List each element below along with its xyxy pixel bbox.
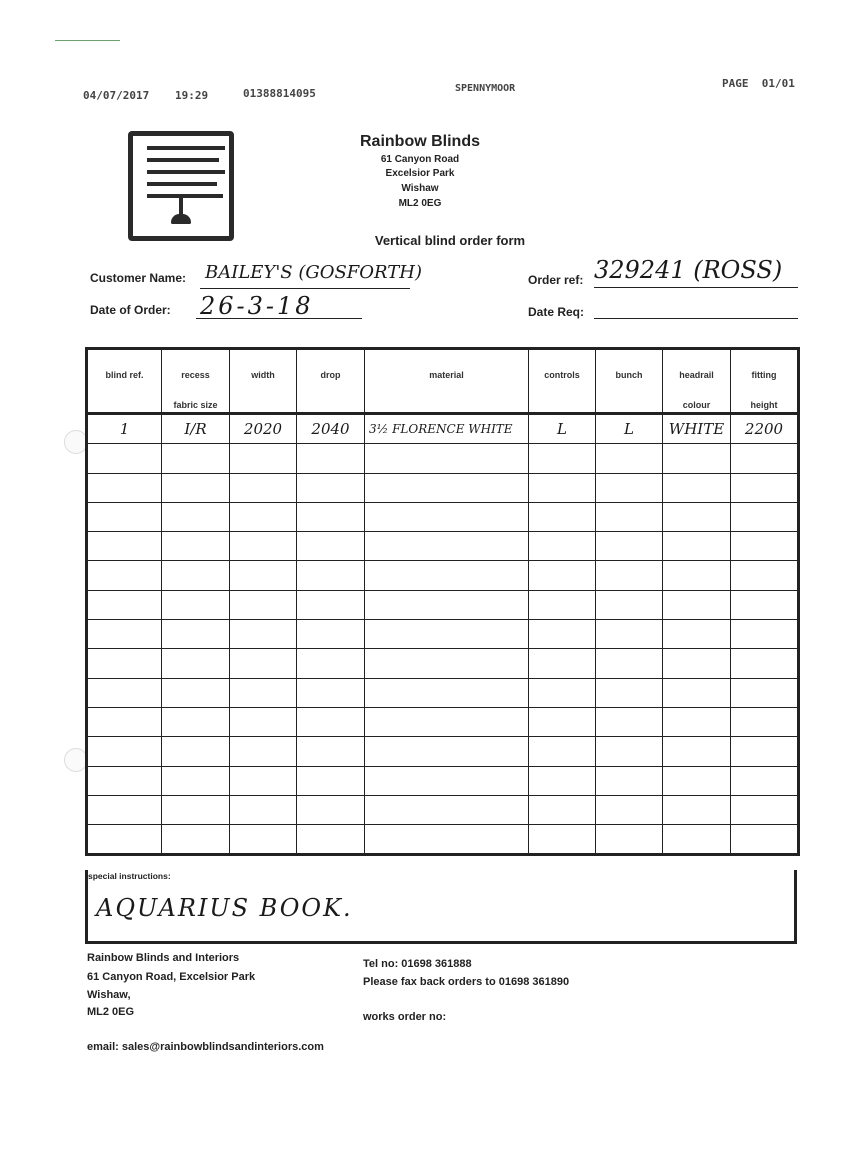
order-ref-label: Order ref: [528,273,584,287]
column-header-sublabel: height [750,400,778,410]
table-row [87,707,799,736]
table-cell[interactable] [230,590,297,619]
table-row [87,502,799,531]
table-cell[interactable] [87,561,162,590]
table-cell[interactable] [731,620,799,649]
table-row [87,649,799,678]
table-cell[interactable] [230,444,297,473]
table-cell[interactable] [87,620,162,649]
column-header [731,349,799,414]
table-cell[interactable] [663,649,731,678]
table-cell[interactable]: L [529,414,596,444]
column-header [365,349,529,414]
order-ref-underline [594,287,798,288]
table-cell[interactable] [297,502,365,531]
table-cell[interactable] [162,678,230,707]
table-cell[interactable]: 2200 [731,414,799,444]
table-cell[interactable] [87,825,162,855]
table-cell[interactable] [596,766,663,795]
column-header-label: controls [544,370,580,380]
table-cell[interactable] [87,502,162,531]
table-cell[interactable]: L [596,414,663,444]
table-cell[interactable] [230,649,297,678]
table-cell[interactable] [529,473,596,502]
table-cell[interactable] [596,678,663,707]
table-cell[interactable] [230,825,297,855]
table-cell[interactable] [162,766,230,795]
table-cell[interactable] [365,561,529,590]
footer-fax-back: Please fax back orders to 01698 361890 [363,976,570,988]
table-cell[interactable] [297,825,365,855]
table-cell[interactable] [663,825,731,855]
table-cell[interactable] [87,649,162,678]
table-cell[interactable] [365,678,529,707]
table-cell[interactable] [596,620,663,649]
table-row [87,444,799,473]
table-cell[interactable] [87,737,162,766]
table-row [87,620,799,649]
footer-email[interactable]: email: sales@rainbowblindsandinteriors.com [87,1041,324,1053]
column-header [529,349,596,414]
fax-date: 04/07/2017 [83,89,150,102]
table-cell[interactable] [230,620,297,649]
table-row [87,766,799,795]
footer-address-line2: Wishaw, [87,989,131,1001]
table-cell[interactable] [529,620,596,649]
special-instructions-box [85,870,797,944]
table-cell[interactable] [365,737,529,766]
table-cell[interactable] [230,532,297,561]
table-cell[interactable] [87,532,162,561]
table-cell[interactable] [230,707,297,736]
date-of-order-value[interactable]: 26-3-18 [200,292,314,320]
table-cell[interactable] [297,795,365,824]
company-address-line1: 61 Canyon Road [380,154,460,165]
table-cell[interactable] [162,620,230,649]
date-of-order-label: Date of Order: [90,303,171,317]
table-cell[interactable] [663,766,731,795]
table-cell[interactable] [529,444,596,473]
table-cell[interactable]: WHITE [663,414,731,444]
date-req-label: Date Req: [528,305,585,319]
table-cell[interactable] [663,561,731,590]
table-cell[interactable] [663,678,731,707]
table-cell[interactable] [596,532,663,561]
customer-name-underline [200,288,410,289]
table-cell[interactable] [529,649,596,678]
table-cell[interactable] [663,737,731,766]
table-cell[interactable] [162,561,230,590]
table-cell[interactable]: 2040 [297,414,365,444]
table-cell[interactable] [365,766,529,795]
table-cell[interactable] [663,444,731,473]
table-cell[interactable] [596,649,663,678]
table-cell[interactable] [365,620,529,649]
table-cell[interactable] [297,532,365,561]
table-cell[interactable] [230,795,297,824]
table-row [87,532,799,561]
table-cell[interactable] [596,707,663,736]
table-cell[interactable] [230,561,297,590]
table-cell[interactable] [596,590,663,619]
table-cell[interactable]: I/R [162,414,230,444]
table-cell[interactable] [731,795,799,824]
table-cell[interactable] [731,561,799,590]
column-header [230,349,297,414]
table-row [87,795,799,824]
table-cell[interactable] [297,590,365,619]
table-cell[interactable] [87,444,162,473]
column-header-sublabel: colour [682,400,711,410]
table-cell[interactable] [529,766,596,795]
table-cell[interactable] [87,766,162,795]
table-cell[interactable] [529,561,596,590]
table-cell[interactable] [162,473,230,502]
table-row [87,825,799,855]
table-cell[interactable] [365,473,529,502]
table-cell[interactable] [297,620,365,649]
company-name: Rainbow Blinds [360,133,480,150]
table-cell[interactable] [87,795,162,824]
table-cell[interactable] [230,678,297,707]
column-header-label: width [251,370,275,380]
table-cell[interactable] [529,502,596,531]
table-cell[interactable] [596,825,663,855]
table-row [87,678,799,707]
column-header [87,349,162,414]
edge-stripe [55,40,120,41]
table-cell[interactable] [297,561,365,590]
customer-name-label: Customer Name: [90,271,187,285]
table-cell[interactable] [297,737,365,766]
table-cell[interactable] [731,502,799,531]
table-cell[interactable] [230,766,297,795]
footer-address-line1: 61 Canyon Road, Excelsior Park [87,971,256,983]
fax-location: SPENNYMOOR [455,83,516,94]
company-address-line2: Excelsior Park [385,168,455,179]
table-cell[interactable] [297,766,365,795]
special-instructions-value[interactable]: AQUARIUS BOOK. [96,894,353,922]
column-header-label: drop [320,370,341,380]
table-header-row [87,349,799,414]
table-cell[interactable] [87,678,162,707]
table-cell[interactable] [596,561,663,590]
footer-postcode: ML2 0EG [87,1006,135,1018]
customer-name-value[interactable]: BAILEY'S (GOSFORTH) [205,262,423,283]
company-logo [128,131,234,241]
table-cell[interactable] [162,825,230,855]
table-cell[interactable] [731,737,799,766]
table-cell[interactable] [731,473,799,502]
table-cell[interactable] [365,532,529,561]
table-cell[interactable] [230,473,297,502]
table-cell[interactable] [162,737,230,766]
table-cell[interactable] [87,473,162,502]
table-cell[interactable]: 1 [87,414,162,444]
table-row [87,737,799,766]
table-cell[interactable] [663,473,731,502]
table-cell[interactable] [731,532,799,561]
date-of-order-underline [196,318,362,319]
table-cell[interactable] [663,532,731,561]
table-cell[interactable] [596,444,663,473]
column-header-sublabel: fabric size [173,400,218,410]
table-cell[interactable] [663,590,731,619]
table-cell[interactable] [731,825,799,855]
column-header-label: recess [181,370,210,380]
table-cell[interactable] [529,532,596,561]
table-cell[interactable] [365,444,529,473]
fax-number: 01388814095 [243,87,316,100]
form-title: Vertical blind order form [374,233,526,248]
column-header [596,349,663,414]
table-cell[interactable] [663,502,731,531]
special-instructions-label: special instructions: [88,871,171,881]
table-cell[interactable] [663,795,731,824]
table-cell[interactable] [365,649,529,678]
table-cell[interactable] [162,532,230,561]
table-cell[interactable] [365,590,529,619]
company-address-line3: Wishaw [401,183,439,194]
table-body [87,414,799,855]
table-cell[interactable] [731,590,799,619]
fax-time: 19:29 [175,89,209,102]
table-cell[interactable] [87,707,162,736]
table-cell[interactable] [297,678,365,707]
table-cell[interactable] [365,795,529,824]
table-cell[interactable] [529,590,596,619]
table-cell[interactable] [731,678,799,707]
table-cell[interactable] [731,444,799,473]
table-cell[interactable] [162,590,230,619]
table-row [87,414,799,444]
table-cell[interactable] [162,649,230,678]
table-cell[interactable] [663,707,731,736]
column-header-label: blind ref. [105,370,144,380]
order-table [85,347,800,856]
table-cell[interactable] [297,444,365,473]
column-header [663,349,731,414]
table-cell[interactable] [529,737,596,766]
table-cell[interactable] [529,795,596,824]
table-cell[interactable] [365,502,529,531]
column-header-label: material [429,370,464,380]
table-cell[interactable] [529,678,596,707]
table-cell[interactable] [297,707,365,736]
table-cell[interactable]: 2020 [230,414,297,444]
column-header [297,349,365,414]
table-row [87,590,799,619]
column-header-label: headrail [679,370,714,380]
table-cell[interactable] [87,590,162,619]
footer-tel: Tel no: 01698 361888 [363,958,472,970]
table-cell[interactable] [230,502,297,531]
table-cell[interactable] [663,620,731,649]
works-order-label: works order no: [363,1011,447,1023]
table-cell[interactable] [297,473,365,502]
date-req-underline [594,318,798,319]
table-cell[interactable] [596,737,663,766]
table-cell[interactable] [731,707,799,736]
table-cell[interactable] [365,707,529,736]
column-header [162,349,230,414]
table-cell[interactable] [529,707,596,736]
table-cell[interactable] [230,737,297,766]
table-cell[interactable] [596,502,663,531]
table-cell[interactable] [365,825,529,855]
table-cell[interactable] [162,707,230,736]
table-cell[interactable] [162,444,230,473]
table-cell[interactable] [596,473,663,502]
column-header-label: bunch [615,370,643,380]
fax-page: PAGE 01/01 [722,77,795,90]
footer-company-name: Rainbow Blinds and Interiors [87,952,240,964]
table-cell[interactable] [162,795,230,824]
table-row [87,561,799,590]
table-cell[interactable] [731,766,799,795]
order-ref-value[interactable]: 329241 (ROSS) [594,256,783,284]
table-cell[interactable] [162,502,230,531]
company-postcode: ML2 0EG [398,198,442,209]
table-cell[interactable] [297,649,365,678]
table-cell[interactable] [731,649,799,678]
column-header-label: fitting [751,370,777,380]
table-cell[interactable] [529,825,596,855]
table-row [87,473,799,502]
table-cell[interactable]: 3½ FLORENCE WHITE [365,414,529,444]
table-cell[interactable] [596,795,663,824]
